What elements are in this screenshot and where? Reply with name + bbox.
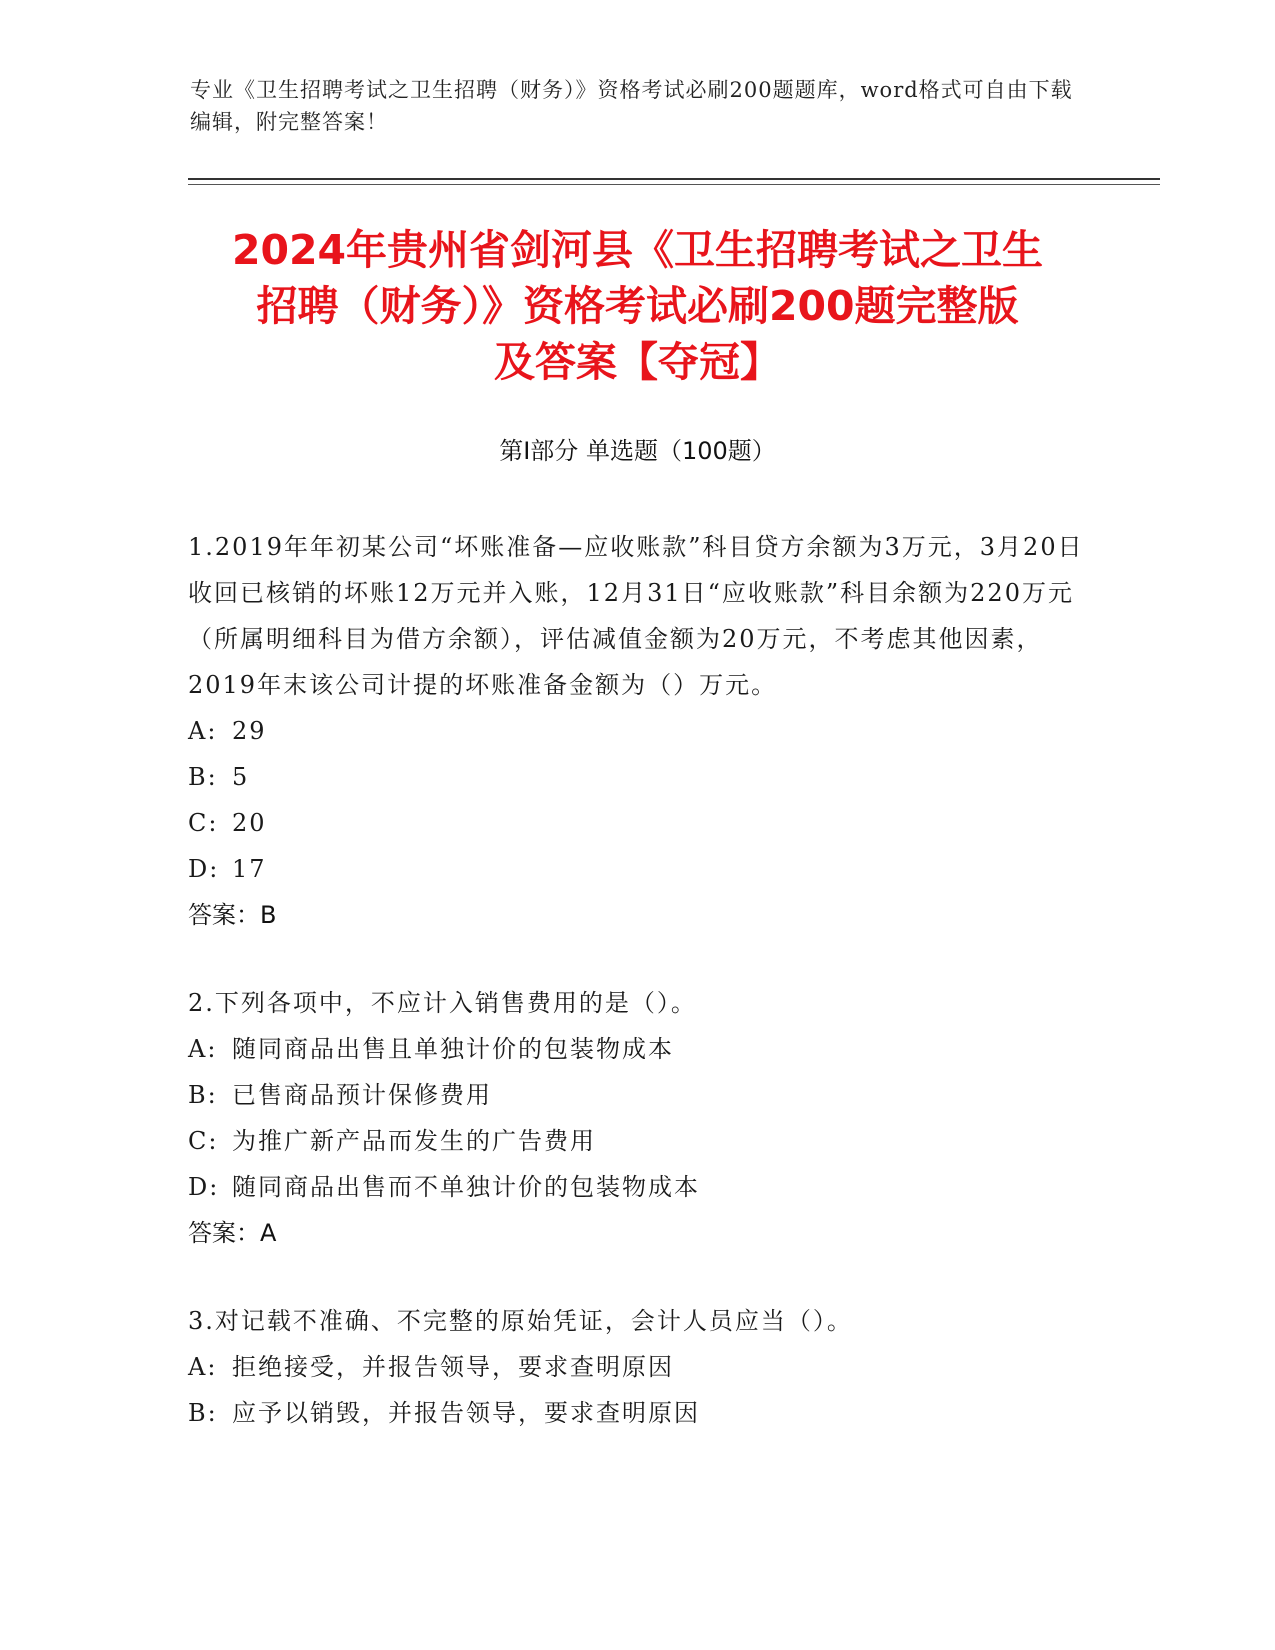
option-d xyxy=(188,846,1088,892)
option-text: 应予以销毁，并报告领导，要求查明原因 xyxy=(232,1399,700,1427)
question-1 xyxy=(188,524,1088,938)
section-title: 第Ⅰ部分 单选题（100题） xyxy=(499,437,776,465)
option-b xyxy=(188,1390,1088,1436)
option-a xyxy=(188,1344,1088,1390)
answer-line: 答案：B xyxy=(188,901,277,929)
option-key: B: xyxy=(188,763,218,791)
option-text: 17 xyxy=(232,855,267,883)
option-text: 5 xyxy=(232,763,250,791)
option-key: B: xyxy=(188,1081,218,1109)
option-key: B: xyxy=(188,1399,218,1427)
option-c xyxy=(188,800,1088,846)
option-key: C: xyxy=(188,809,219,837)
option-text: 随同商品出售且单独计价的包装物成本 xyxy=(232,1035,674,1063)
header-note: 专业《卫生招聘考试之卫生招聘（财务）》资格考试必刷200题题库，word格式可自由下载编辑，附完整答案！ xyxy=(190,78,1073,134)
option-b xyxy=(188,754,1088,800)
question-3 xyxy=(188,1298,1088,1436)
option-a xyxy=(188,708,1088,754)
question-list xyxy=(188,524,1088,1478)
option-key: C: xyxy=(188,1127,219,1155)
option-key: D: xyxy=(188,855,220,883)
question-2 xyxy=(188,980,1088,1256)
question-stem: 2.下列各项中，不应计入销售费用的是（）。 xyxy=(188,989,697,1017)
option-text: 拒绝接受，并报告领导，要求查明原因 xyxy=(232,1353,674,1381)
option-b xyxy=(188,1072,1088,1118)
option-text: 随同商品出售而不单独计价的包装物成本 xyxy=(232,1173,700,1201)
title-line: 招聘（财务）》资格考试必刷200题完整版 xyxy=(256,282,1019,330)
option-text: 29 xyxy=(232,717,267,745)
question-stem: 3.对记载不准确、不完整的原始凭证，会计人员应当（）。 xyxy=(188,1307,853,1335)
header-rule-thick xyxy=(188,178,1160,180)
document-title xyxy=(150,222,1125,390)
header-rule-thin xyxy=(188,184,1160,185)
option-key: A: xyxy=(188,1035,218,1063)
option-a xyxy=(188,1026,1088,1072)
option-key: A: xyxy=(188,1353,218,1381)
answer-line: 答案：A xyxy=(188,1219,277,1247)
title-line: 2024年贵州省剑河县《卫生招聘考试之卫生 xyxy=(231,226,1044,274)
option-text: 已售商品预计保修费用 xyxy=(232,1081,492,1109)
option-key: D: xyxy=(188,1173,220,1201)
option-d xyxy=(188,1164,1088,1210)
option-c xyxy=(188,1118,1088,1164)
title-line: 及答案【夺冠】 xyxy=(494,338,781,386)
question-stem: 1.2019年年初某公司“坏账准备—应收账款”科目贷方余额为3万元，3月20日收回已核销的坏账12万元并入账，12月31日“应收账款”科目余额为220万元（所属明细科目为借方余额），评估减值金额为20万元，不考虑其他因素，2019年末该公司计提的坏账准备金额为（）万元。 xyxy=(188,533,1084,699)
option-text: 为推广新产品而发生的广告费用 xyxy=(232,1127,596,1155)
option-text: 20 xyxy=(232,809,267,837)
option-key: A: xyxy=(188,717,218,745)
